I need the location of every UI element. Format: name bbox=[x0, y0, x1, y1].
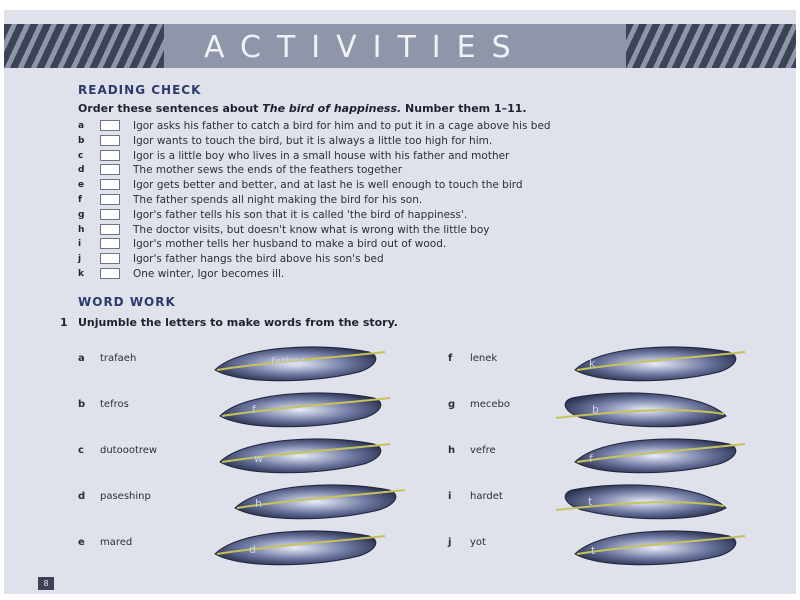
answer-box[interactable] bbox=[100, 238, 120, 249]
activity-page bbox=[4, 10, 796, 594]
word-item-i bbox=[448, 491, 503, 502]
scrambled-word: dutoootrew bbox=[100, 445, 158, 456]
sentence-text: Igor gets better and better, and at last he is well enough to touch the bird bbox=[133, 179, 523, 192]
instruction-text-after: Number them 1–11. bbox=[401, 102, 527, 115]
sentence-row bbox=[78, 253, 778, 268]
word-item-e bbox=[78, 537, 132, 548]
word-letter: d bbox=[78, 491, 86, 502]
word-item-c bbox=[78, 445, 157, 456]
sentence-text: One winter, Igor becomes ill. bbox=[133, 267, 285, 280]
sentence-text: The father spends all night making the bird for his son. bbox=[133, 193, 423, 206]
sentence-row bbox=[78, 120, 778, 135]
sentence-letter: d bbox=[78, 165, 85, 176]
sentence-row bbox=[78, 209, 778, 224]
sentence-letter: e bbox=[78, 180, 85, 191]
sentence-text: The doctor visits, but doesn't know what is wrong with the little boy bbox=[133, 223, 490, 236]
sentence-row bbox=[78, 179, 778, 194]
feather-answer-field-e[interactable] bbox=[209, 524, 389, 568]
answer-box[interactable] bbox=[100, 120, 120, 131]
word-work-heading: WORD WORK bbox=[78, 295, 176, 309]
page-number: 8 bbox=[38, 577, 54, 590]
feather-answer-field-h[interactable] bbox=[569, 432, 749, 476]
sentence-list bbox=[78, 120, 778, 283]
sentence-letter: g bbox=[78, 209, 85, 220]
answer-box[interactable] bbox=[100, 209, 120, 220]
answer-box[interactable] bbox=[100, 224, 120, 235]
scrambled-word: hardet bbox=[470, 491, 503, 502]
word-letter: e bbox=[78, 537, 85, 548]
feather-answer-field-a[interactable] bbox=[209, 340, 389, 384]
scrambled-word: yot bbox=[470, 537, 486, 548]
scrambled-word: vefre bbox=[470, 445, 496, 456]
scrambled-word: mared bbox=[100, 537, 133, 548]
hint-text: k bbox=[589, 357, 596, 370]
sentence-row bbox=[78, 194, 778, 209]
word-letter: i bbox=[448, 491, 452, 502]
question-number: 1 bbox=[60, 316, 68, 329]
scrambled-word: tefros bbox=[100, 399, 129, 410]
word-letter: j bbox=[448, 537, 452, 548]
word-item-f bbox=[448, 353, 497, 364]
word-item-g bbox=[448, 399, 510, 410]
hint-text: t bbox=[588, 495, 593, 508]
scrambled-word: trafaeh bbox=[100, 353, 137, 364]
sentence-row bbox=[78, 150, 778, 165]
question-text: Unjumble the letters to make words from the story. bbox=[78, 316, 398, 329]
word-letter: a bbox=[78, 353, 85, 364]
word-item-a bbox=[78, 353, 136, 364]
sentence-letter: j bbox=[78, 254, 82, 265]
sentence-letter: c bbox=[78, 150, 84, 161]
sentence-row bbox=[78, 224, 778, 239]
sentence-letter: h bbox=[78, 224, 85, 235]
feather-answer-field-i[interactable] bbox=[552, 478, 732, 522]
word-item-j bbox=[448, 537, 486, 548]
hint-text: father bbox=[271, 355, 305, 368]
sentence-letter: f bbox=[78, 194, 82, 205]
feather-answer-field-g[interactable] bbox=[552, 386, 732, 430]
sentence-letter: i bbox=[78, 239, 82, 250]
word-item-h bbox=[448, 445, 496, 456]
feather-answer-field-b[interactable] bbox=[214, 386, 394, 430]
feather-answer-field-c[interactable] bbox=[214, 432, 394, 476]
answer-box[interactable] bbox=[100, 253, 120, 264]
banner-stripes-left bbox=[4, 24, 164, 68]
sentence-text: Igor's father tells his son that it is called 'the bird of happiness'. bbox=[133, 208, 468, 221]
feather-answer-field-f[interactable] bbox=[569, 340, 749, 384]
hint-text: f bbox=[252, 403, 256, 416]
answer-box[interactable] bbox=[100, 179, 120, 190]
hint-text: f bbox=[589, 452, 593, 465]
hint-text: t bbox=[591, 544, 596, 557]
hint-text: w bbox=[254, 452, 263, 465]
reading-check-instruction bbox=[78, 102, 527, 115]
sentence-letter: a bbox=[78, 121, 85, 131]
answer-box[interactable] bbox=[100, 135, 120, 146]
instruction-text-before: Order these sentences about bbox=[78, 102, 263, 115]
sentence-text: The mother sews the ends of the feathers together bbox=[133, 164, 403, 177]
scrambled-word: mecebo bbox=[470, 399, 511, 410]
word-letter: g bbox=[448, 399, 456, 410]
banner-title: ACTIVITIES bbox=[204, 30, 527, 65]
sentence-row bbox=[78, 135, 778, 150]
sentence-row bbox=[78, 238, 778, 253]
hint-text: b bbox=[592, 403, 599, 416]
banner-stripes-right bbox=[626, 24, 796, 68]
word-letter: f bbox=[448, 353, 453, 364]
feather-answer-field-j[interactable] bbox=[569, 524, 749, 568]
feather-answer-field-d[interactable] bbox=[229, 478, 409, 522]
word-item-d bbox=[78, 491, 151, 502]
answer-box[interactable] bbox=[100, 150, 120, 161]
hint-text: d bbox=[249, 543, 256, 556]
sentence-text: Igor wants to touch the bird, but it is always a little too high for him. bbox=[133, 134, 493, 147]
answer-box[interactable] bbox=[100, 164, 120, 175]
word-item-b bbox=[78, 399, 129, 410]
sentence-row bbox=[78, 164, 778, 179]
sentence-row bbox=[78, 268, 778, 283]
word-letter: c bbox=[78, 445, 84, 456]
sentence-letter: k bbox=[78, 268, 84, 279]
word-letter: h bbox=[448, 445, 456, 456]
activities-banner bbox=[4, 24, 796, 68]
reading-check-heading: READING CHECK bbox=[78, 83, 202, 97]
scrambled-word: paseshinp bbox=[100, 491, 151, 502]
story-title: The bird of happiness. bbox=[262, 102, 402, 115]
sentence-text: Igor's mother tells her husband to make a bird out of wood. bbox=[133, 238, 447, 251]
scrambled-word: lenek bbox=[470, 353, 498, 364]
sentence-text: Igor is a little boy who lives in a small house with his father and mother bbox=[133, 149, 510, 162]
answer-box[interactable] bbox=[100, 194, 120, 205]
word-letter: b bbox=[78, 399, 86, 410]
sentence-letter: b bbox=[78, 135, 85, 146]
answer-box[interactable] bbox=[100, 268, 120, 279]
hint-text: h bbox=[255, 497, 262, 510]
sentence-text: Igor asks his father to catch a bird for him and to put it in a cage above his bed bbox=[133, 120, 551, 132]
sentence-text: Igor's father hangs the bird above his son's bed bbox=[133, 253, 384, 266]
